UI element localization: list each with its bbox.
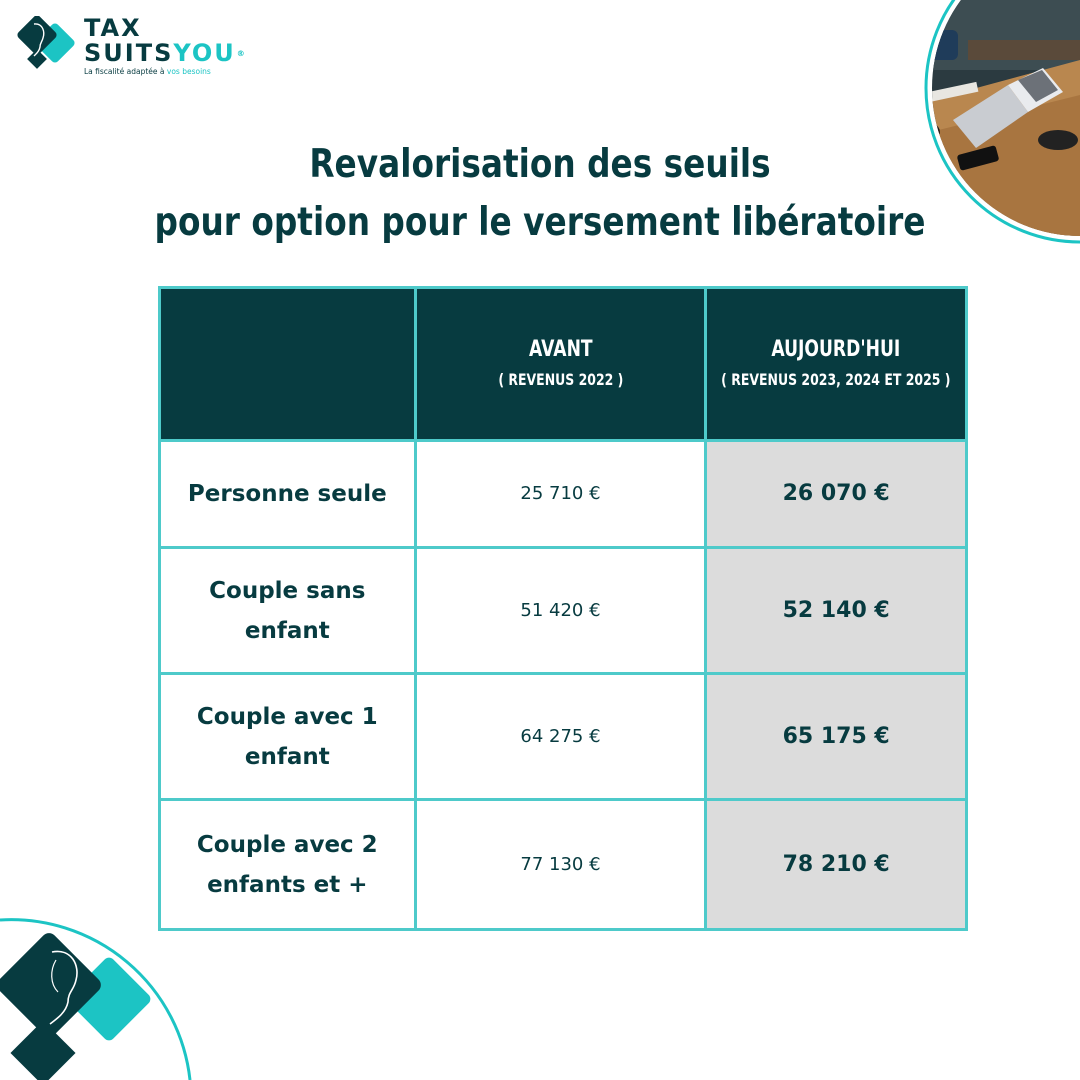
header-aujourdhui: AUJOURD'HUI ( REVENUS 2023, 2024 ET 2025 ) <box>706 288 967 441</box>
value-avant: 64 275 € <box>415 674 706 800</box>
header-empty-cell <box>160 288 416 441</box>
table-row <box>160 800 967 930</box>
page-title <box>86 136 993 252</box>
value-aujourdhui: 52 140 € <box>706 548 967 674</box>
value-avant: 51 420 € <box>415 548 706 674</box>
title-line-2: pour option pour le versement libératoire <box>154 200 926 245</box>
thresholds-table <box>158 286 968 931</box>
row-label: Personne seule <box>160 441 416 548</box>
row-label: Couple avec 1 enfant <box>160 674 416 800</box>
row-label: Couple avec 2 enfants et + <box>160 800 416 930</box>
table-header-row <box>160 288 967 441</box>
table-row <box>160 674 967 800</box>
header-avant: AVANT ( REVENUS 2022 ) <box>415 288 706 441</box>
value-aujourdhui: 65 175 € <box>706 674 967 800</box>
value-aujourdhui: 26 070 € <box>706 441 967 548</box>
title-line-1: Revalorisation des seuils <box>309 142 771 187</box>
brand-logo <box>16 14 246 78</box>
brand-tagline: La fiscalité adaptée à vos besoins <box>84 67 211 76</box>
brand-mark-decoration <box>0 880 200 1080</box>
brand-name-line2: SUITSYOU® <box>84 39 247 67</box>
table-row <box>160 441 967 548</box>
value-avant: 25 710 € <box>415 441 706 548</box>
row-label: Couple sans enfant <box>160 548 416 674</box>
table-row <box>160 548 967 674</box>
value-avant: 77 130 € <box>415 800 706 930</box>
brand-name-line1: TAX <box>84 14 142 42</box>
value-aujourdhui: 78 210 € <box>706 800 967 930</box>
woman-profile-icon <box>16 16 80 76</box>
